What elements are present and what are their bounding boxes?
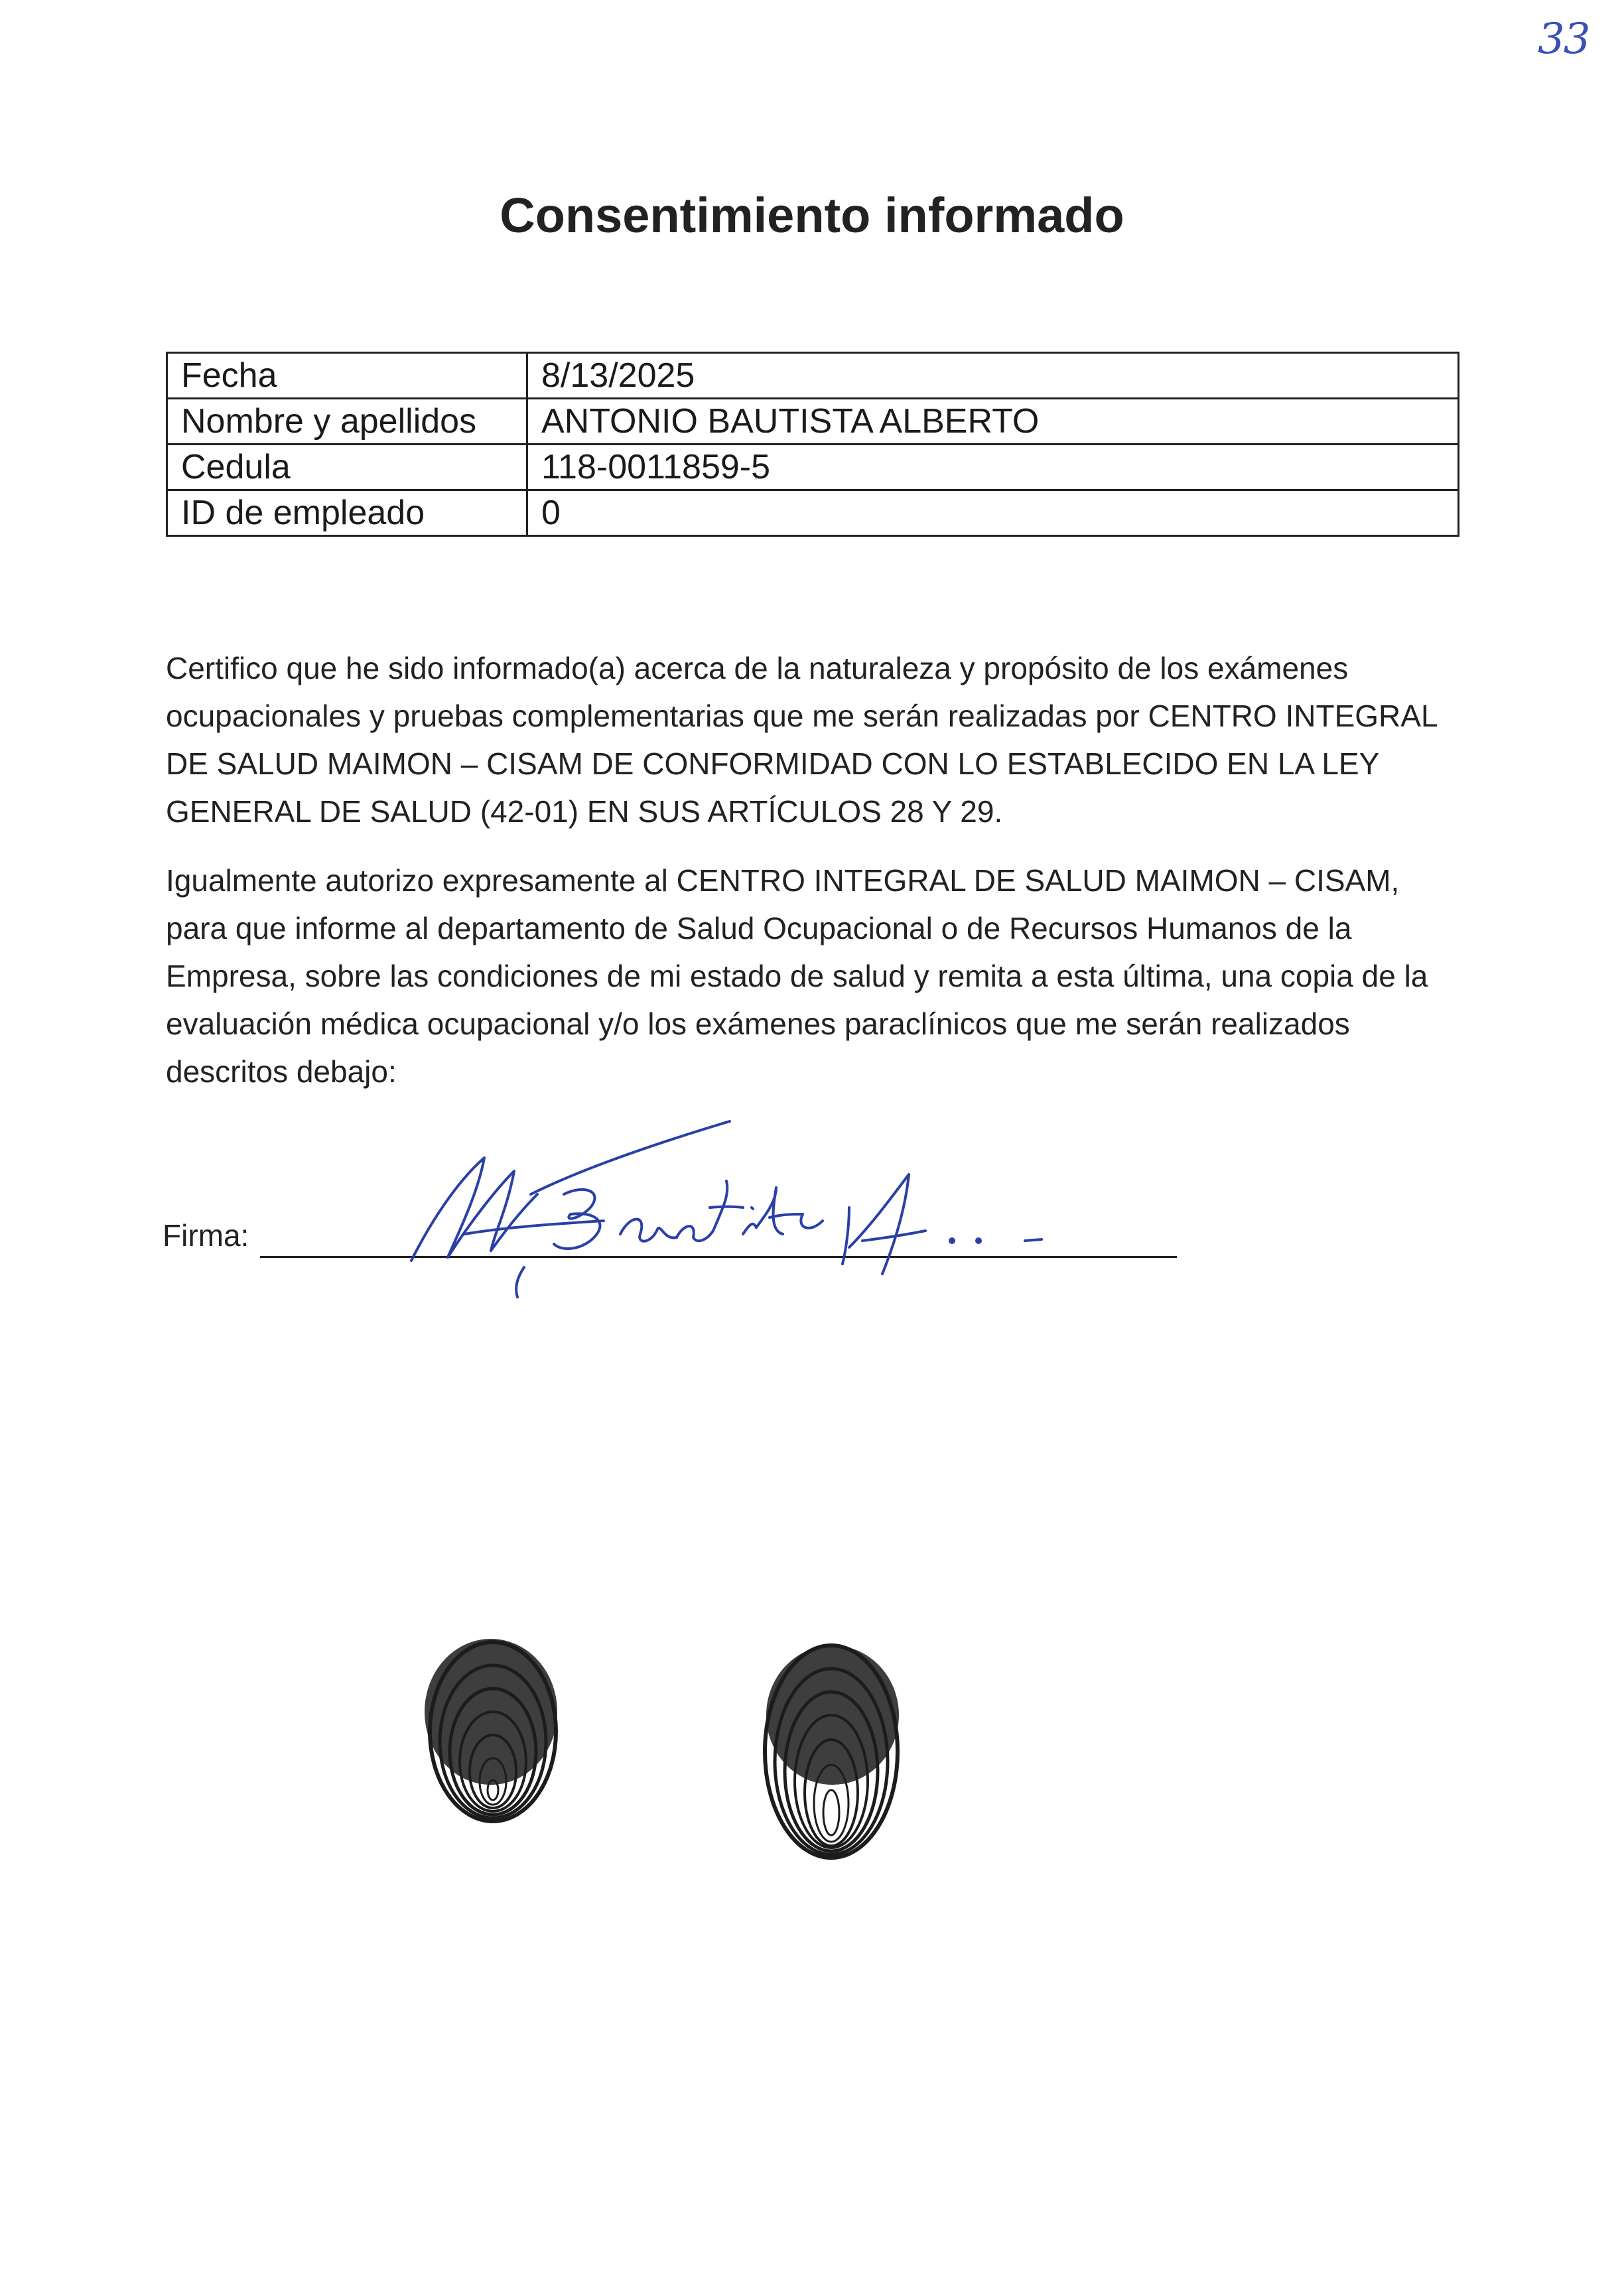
handwritten-signature xyxy=(385,1108,1088,1307)
info-value-nombre: ANTONIO BAUTISTA ALBERTO xyxy=(527,399,1459,445)
info-label-cedula: Cedula xyxy=(167,445,527,490)
info-value-id-empleado: 0 xyxy=(527,490,1459,536)
consent-paragraph-2: Igualmente autorizo expresamente al CENTRO INTEGRAL DE SALUD MAIMON – CISAM, para que informe al departamento de Salud Ocupacional o de Recursos Humanos de la Empresa, sobre las condiciones de mi estado de salud y remita a esta última, una copia de la evaluación médica ocupacional y/o los exámenes paraclínicos que me serán realizados descritos debajo: xyxy=(166,863,1428,1089)
page-title: Consentimiento informado xyxy=(500,188,1124,243)
table-row xyxy=(167,445,1459,490)
fingerprint-left xyxy=(415,1632,571,1835)
table-row xyxy=(167,490,1459,536)
page-number: 33 xyxy=(1538,15,1590,64)
patient-info-table xyxy=(166,352,1459,537)
fingerprint-ridges xyxy=(425,1639,557,1821)
signature-strokes xyxy=(411,1121,1042,1297)
table-row xyxy=(167,353,1459,399)
table-row xyxy=(167,399,1459,445)
info-label-nombre: Nombre y apellidos xyxy=(167,399,527,445)
signature-label: Firma: xyxy=(163,1218,249,1253)
fingerprint-ridges xyxy=(765,1645,899,1858)
info-label-fecha: Fecha xyxy=(167,353,527,399)
info-value-cedula: 118-0011859-5 xyxy=(527,445,1459,490)
info-value-fecha: 8/13/2025 xyxy=(527,353,1459,399)
consent-paragraph-1: Certifico que he sido informado(a) acerca de la naturaleza y propósito de los exámenes ocupacionales y pruebas complementarias que me serán realizadas por CENTRO INTEGRAL DE SALUD MAIMON – CISAM DE CONFORMIDAD CON LO ESTABLECIDO EN LA LEY GENERAL DE SALUD (42-01) EN SUS ARTÍCULOS 28 Y 29. xyxy=(166,651,1437,829)
fingerprint-right xyxy=(750,1639,912,1864)
info-label-id-empleado: ID de empleado xyxy=(167,490,527,536)
